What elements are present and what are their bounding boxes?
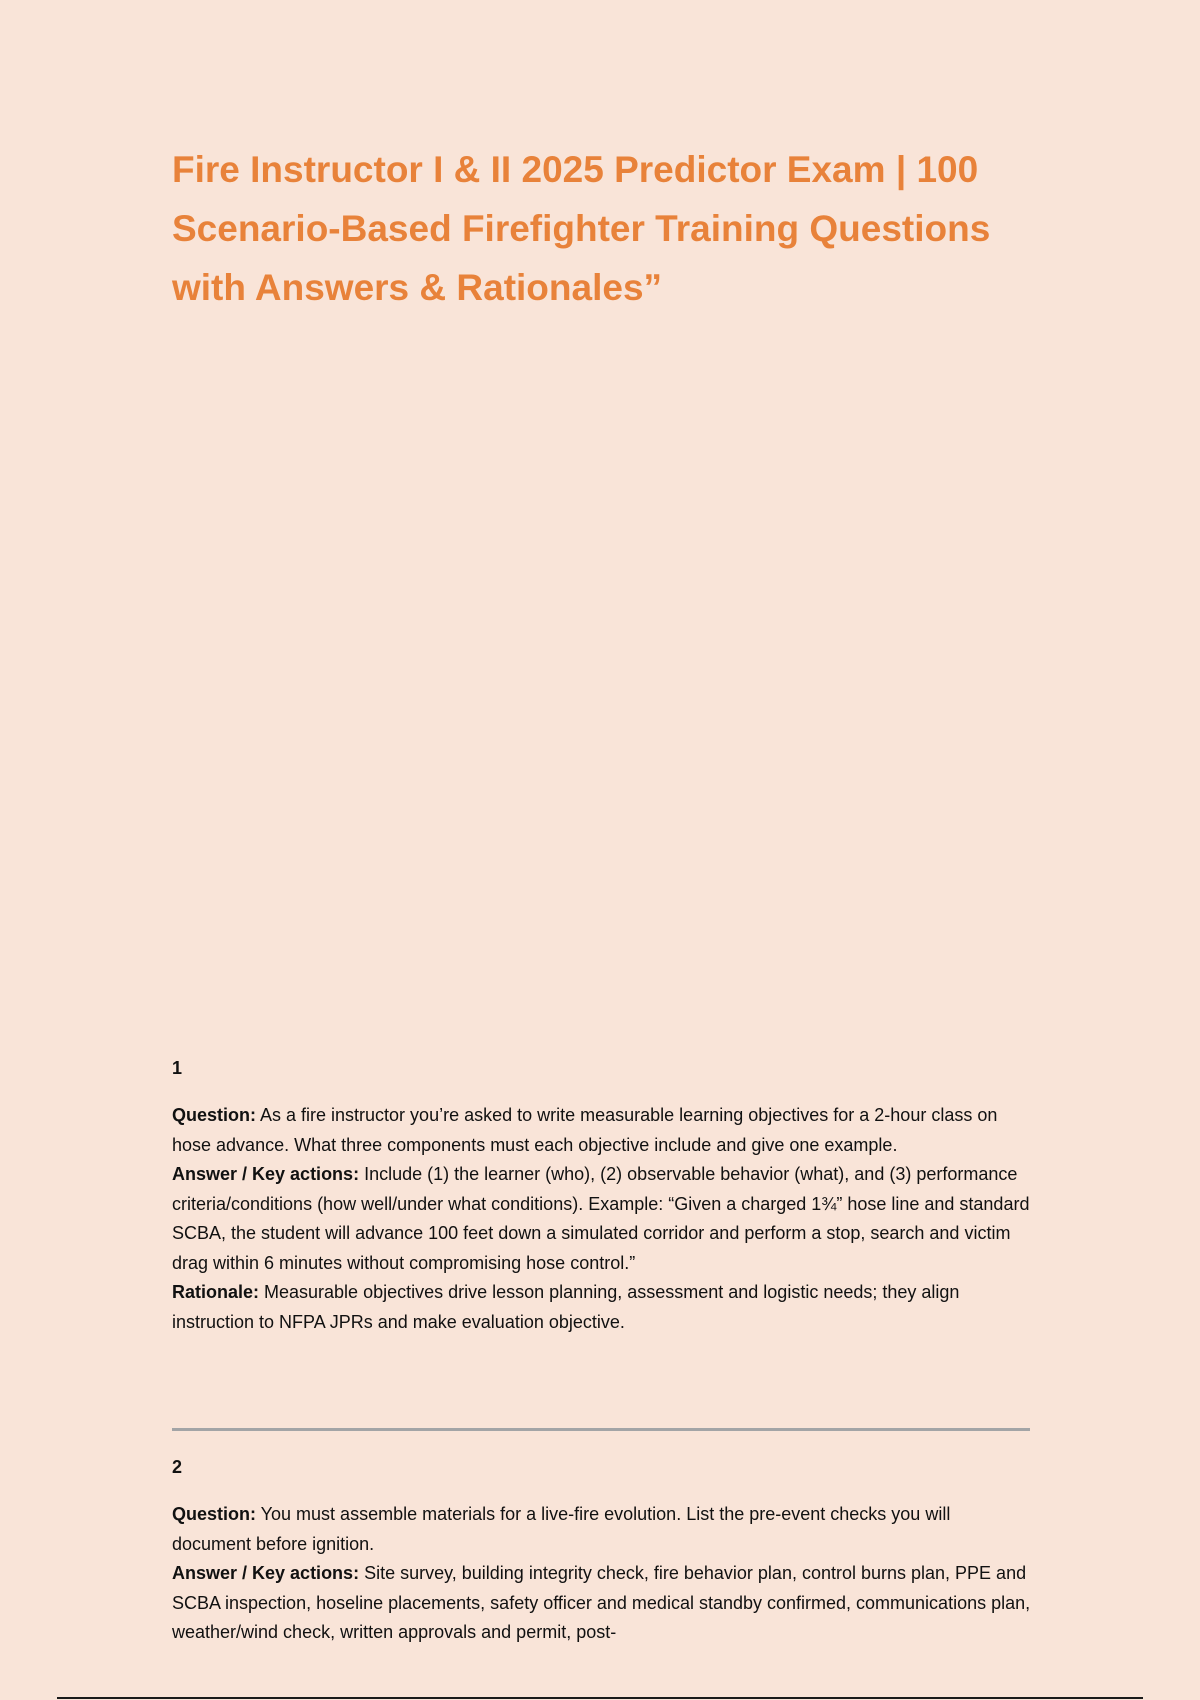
question-divider bbox=[172, 1428, 1030, 1431]
rationale-paragraph bbox=[172, 1278, 1032, 1337]
question-paragraph bbox=[172, 1500, 1032, 1559]
question-number: 2 bbox=[172, 1457, 183, 1477]
question-paragraph bbox=[172, 1101, 1032, 1160]
question-number: 1 bbox=[172, 1058, 183, 1078]
question-block-1 bbox=[172, 1057, 1032, 1337]
rationale-label: Rationale: bbox=[172, 1282, 260, 1302]
answer-paragraph bbox=[172, 1559, 1032, 1648]
question-text: As a fire instructor you’re asked to write measurable learning objectives for a 2-hour class on hose advance. What three components must each objective include and give one example. bbox=[172, 1105, 998, 1155]
question-label: Question: bbox=[172, 1504, 256, 1524]
rationale-text: Measurable objectives drive lesson planning, assessment and logistic needs; they align instruction to NFPA JPRs and make evaluation objective. bbox=[172, 1282, 960, 1332]
page-bottom-rule bbox=[57, 1697, 1143, 1699]
answer-paragraph bbox=[172, 1160, 1032, 1278]
question-label: Question: bbox=[172, 1105, 256, 1125]
answer-label: Answer / Key actions: bbox=[172, 1563, 360, 1583]
document-title: Fire Instructor I & II 2025 Predictor Exam | 100 Scenario-Based Firefighter Training Questions with Answers & Rationales” bbox=[172, 149, 991, 308]
question-text: You must assemble materials for a live-fire evolution. List the pre-event checks you will document before ignition. bbox=[172, 1504, 951, 1554]
answer-text: Site survey, building integrity check, fire behavior plan, control burns plan, PPE and SCBA inspection, hoseline placements, safety officer and medical standby confirmed, communications plan, weather/wind check, written approvals and permit, post- bbox=[172, 1563, 1031, 1642]
answer-text: Include (1) the learner (who), (2) observable behavior (what), and (3) performance criteria/conditions (how well/under what conditions). Example: “Given a charged 1¾” hose line and standard SCBA, the student will advance 100 feet down a simulated corridor and perform a stop, search and victim drag within 6 minutes without compromising hose control.” bbox=[172, 1164, 1030, 1273]
answer-label: Answer / Key actions: bbox=[172, 1164, 360, 1184]
question-block-2 bbox=[172, 1456, 1032, 1648]
